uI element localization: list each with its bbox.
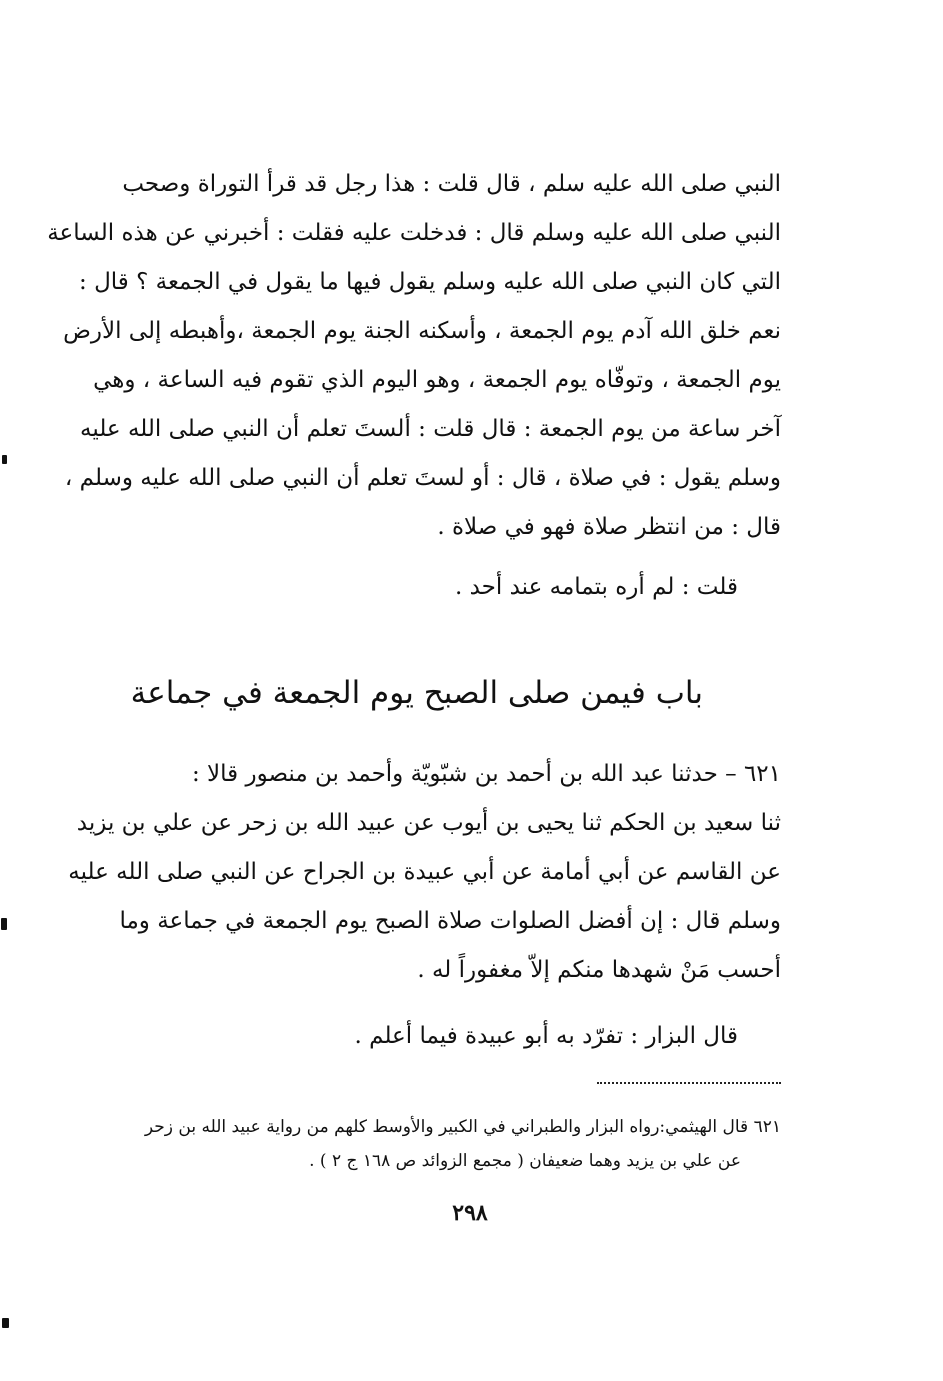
hadith-paragraph (68, 750, 781, 995)
body-line: آخر ساعة من يوم الجمعة : قال قلت : ألستَ تعلم أن النبي صلى الله عليه (80, 416, 781, 442)
footnote-divider (597, 1082, 781, 1084)
body-line: يوم الجمعة ، وتوفّاه يوم الجمعة ، وهو اليوم الذي تقوم فيه الساعة ، وهي (93, 367, 781, 393)
hadith-line: ثنا سعيد بن الحكم ثنا يحيى بن أيوب عن عبيد الله بن زحر عن علي بن يزيد (76, 810, 781, 836)
footnote-line: ٦٢١ قال الهيثمي:رواه البزار والطبراني في الكبير والأوسط كلهم من رواية عبيد الله بن زحر (144, 1117, 781, 1137)
body-line: النبي صلى الله عليه سلم ، قال قلت : هذا رجل قد قرأ التوراة وصحب (122, 171, 781, 197)
page-number: ٢٩٨ (452, 1200, 488, 1226)
closing-remark: قال البزار : تفرّد به أبو عبيدة فيما أعلم . (354, 1023, 738, 1049)
hadith-line: عن القاسم عن أبي أمامة عن أبي عبيدة بن الجراح عن النبي صلى الله عليه (68, 859, 781, 885)
editor-note: قلت : لم أره بتمامه عند أحد . (454, 574, 738, 600)
body-paragraph (47, 160, 781, 552)
footnote (109, 1110, 781, 1178)
body-line: التي كان النبي صلى الله عليه وسلم يقول فيها ما يقول في الجمعة ؟ قال : (79, 269, 781, 295)
body-line: قال : من انتظر صلاة فهو في صلاة . (437, 514, 781, 540)
body-line: النبي صلى الله عليه وسلم قال : فدخلت عليه فقلت : أخبرني عن هذه الساعة (47, 220, 781, 246)
hadith-line: أحسب مَنْ شهدها منكم إلاّ مغفوراً له . (417, 957, 781, 983)
body-line: نعم خلق الله آدم يوم الجمعة ، وأسكنه الجنة يوم الجمعة ،وأهبطه إلى الأرض (63, 318, 781, 344)
hadith-line: وسلم قال : إن أفضل الصلوات صلاة الصبح يوم الجمعة في جماعة وما (119, 908, 781, 934)
hadith-line: ٦٢١ – حدثنا عبد الله بن أحمد بن شبّويّة وأحمد بن منصور قالا : (191, 761, 781, 787)
scan-speck (1, 918, 7, 930)
body-line: وسلم يقول : في صلاة ، قال : أو لستَ تعلم أن النبي صلى الله عليه وسلم ، (64, 465, 781, 491)
chapter-heading: باب فيمن صلى الصبح يوم الجمعة في جماعة (130, 675, 703, 711)
footnote-line: عن علي بن يزيد وهما ضعيفان ( مجمع الزوائد ص ١٦٨ ج ٢ ) . (309, 1151, 741, 1171)
scan-speck (2, 1318, 9, 1328)
scan-speck (2, 455, 7, 464)
